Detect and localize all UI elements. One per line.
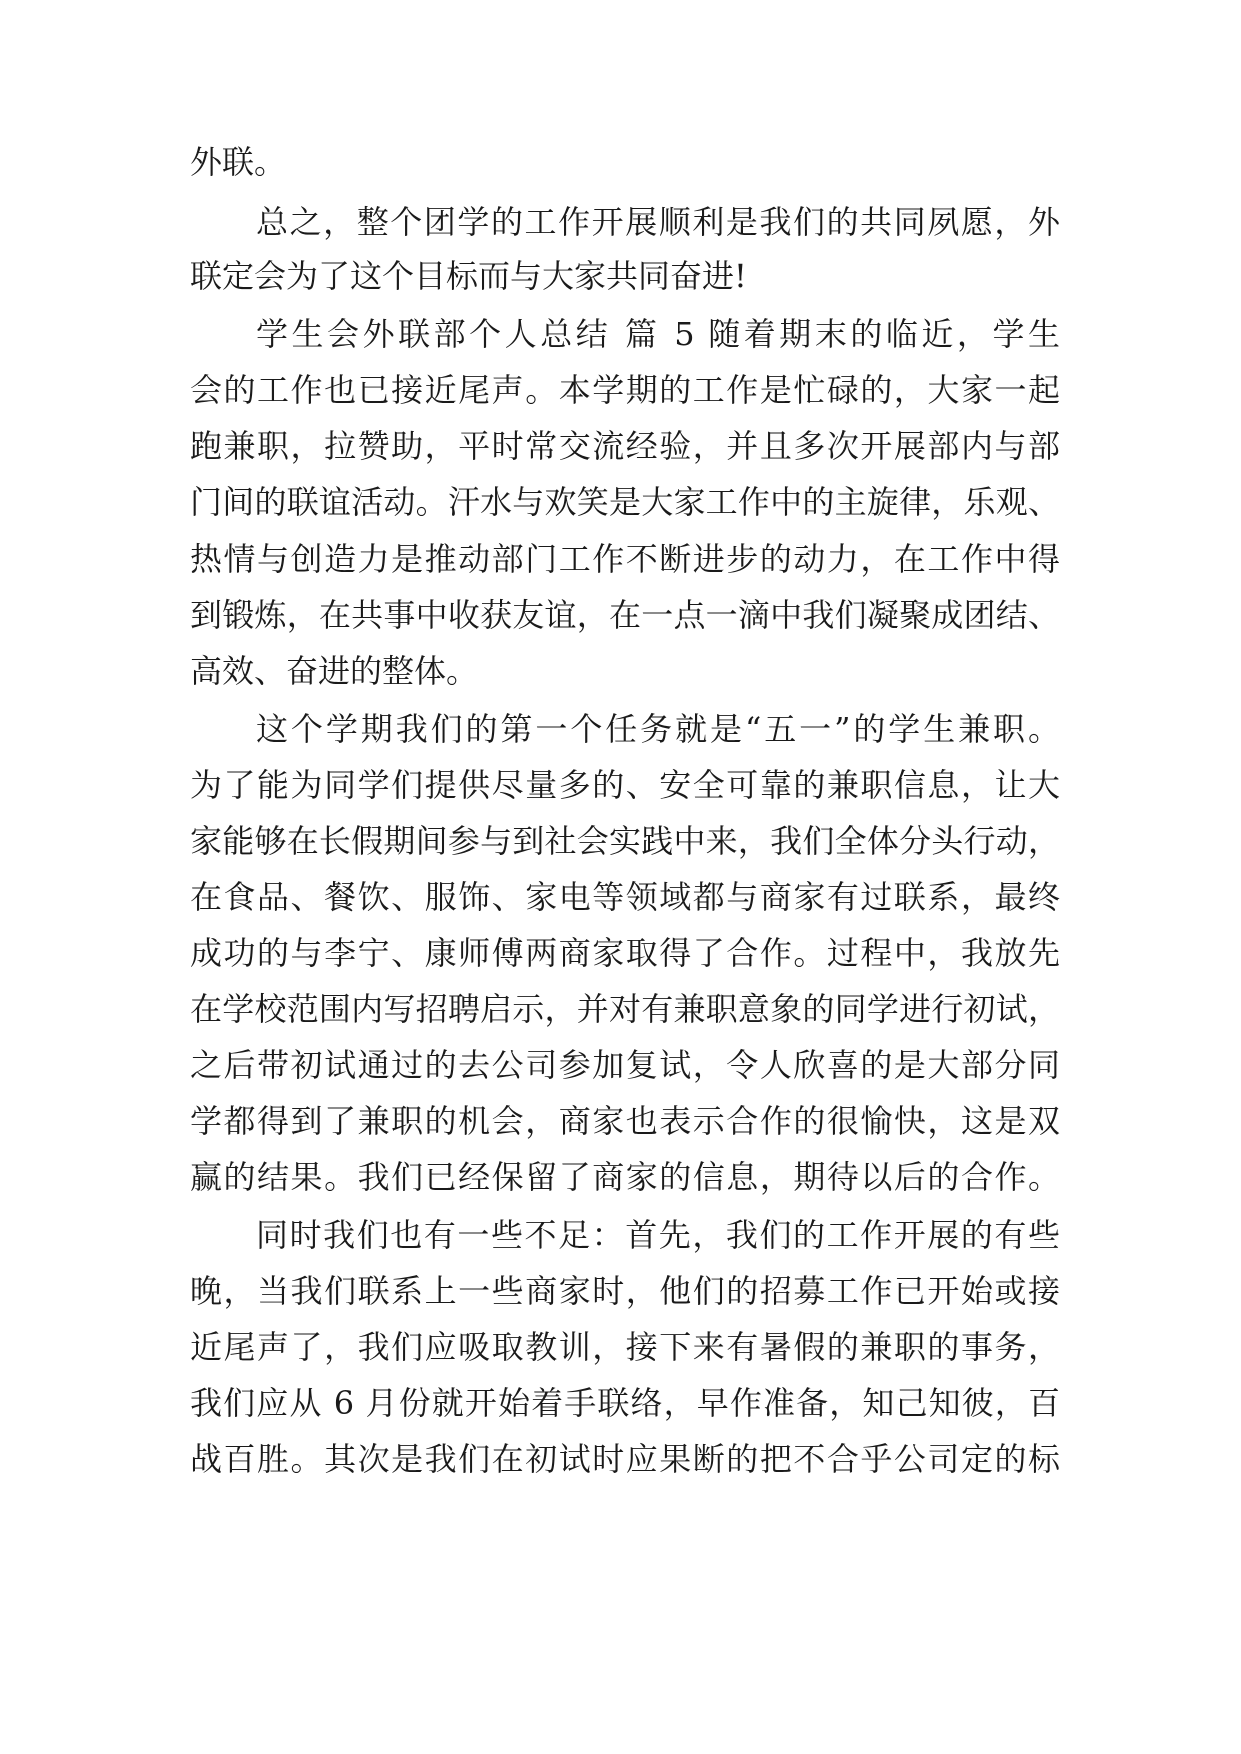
text-line: 热情与创造力是推动部门工作不断进步的动力，在工作中得 [190, 540, 1060, 578]
text-line: 之后带初试通过的去公司参加复试，令人欣喜的是大部分同 [190, 1046, 1060, 1084]
text-line: 高效、奋进的整体。 [190, 652, 479, 690]
paragraph-line: 同时我们也有一些不足：首先，我们的工作开展的有些 [256, 1216, 1060, 1254]
text-line: 跑兼职，拉赞助，平时常交流经验，并且多次开展部内与部 [190, 427, 1060, 465]
text-line: 我们应从 6 月份就开始着手联络，早作准备，知己知彼，百 [190, 1384, 1060, 1422]
text-line: 近尾声了，我们应吸取教训，接下来有暑假的兼职的事务， [190, 1328, 1060, 1366]
text-line: 到锻炼，在共事中收获友谊，在一点一滴中我们凝聚成团结、 [190, 596, 1060, 634]
paragraph-line: 这个学期我们的第一个任务就是“五一”的学生兼职。 [256, 710, 1060, 748]
text-line: 会的工作也已接近尾声。本学期的工作是忙碌的，大家一起 [190, 371, 1060, 409]
text-line: 在学校范围内写招聘启示，并对有兼职意象的同学进行初试， [190, 990, 1060, 1028]
text-line: 成功的与李宁、康师傅两商家取得了合作。过程中，我放先 [190, 934, 1060, 972]
text-line: 赢的结果。我们已经保留了商家的信息，期待以后的合作。 [190, 1158, 1060, 1196]
text-line: 在食品、餐饮、服饰、家电等领域都与商家有过联系，最终 [190, 878, 1060, 916]
text-line: 联定会为了这个目标而与大家共同奋进! [190, 257, 747, 295]
text-line: 学都得到了兼职的机会，商家也表示合作的很愉快，这是双 [190, 1102, 1060, 1140]
text-line: 为了能为同学们提供尽量多的、安全可靠的兼职信息，让大 [190, 766, 1060, 804]
section-heading-line: 学生会外联部个人总结 篇 5 随着期末的临近，学生 [256, 315, 1060, 353]
text-line: 外联。 [190, 143, 287, 181]
text-line: 家能够在长假期间参与到社会实践中来，我们全体分头行动， [190, 822, 1060, 860]
text-line: 战百胜。其次是我们在初试时应果断的把不合乎公司定的标 [190, 1440, 1060, 1478]
text-line: 晚，当我们联系上一些商家时，他们的招募工作已开始或接 [190, 1272, 1060, 1310]
paragraph-line: 总之，整个团学的工作开展顺利是我们的共同夙愿，外 [256, 203, 1060, 241]
text-line: 门间的联谊活动。汗水与欢笑是大家工作中的主旋律，乐观、 [190, 483, 1060, 521]
